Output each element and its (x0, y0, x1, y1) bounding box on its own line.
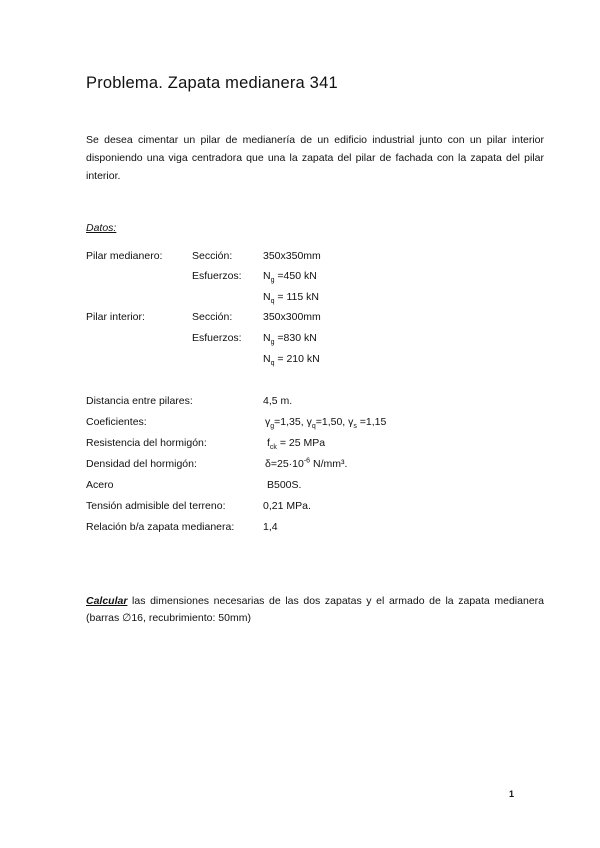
pilar-interior-seccion-label: Sección: (192, 311, 233, 323)
calcular-keyword: Calcular (86, 595, 128, 607)
pilar-interior-label: Pilar interior: (86, 311, 145, 323)
page-title: Problema. Zapata medianera 341 (86, 74, 338, 92)
pilar-medianero-seccion-label: Sección: (192, 250, 233, 262)
distancia-label: Distancia entre pilares: (86, 395, 193, 407)
datos-heading: Datos: (86, 222, 117, 234)
problem-statement: Se desea cimentar un pilar de medianería de un edificio industrial junto con un pilar interior disponiendo una viga centradora que una la zapata del pilar de fachada con la zapata del pilar interior. (86, 134, 544, 182)
tension-value: 0,21 MPa. (263, 500, 311, 512)
pilar-medianero-ng: $N_g =450$ kN (263, 270, 317, 285)
fck-value: $f_{ck} = 25$ MPa (267, 437, 326, 452)
pilar-interior-esfuerzos-label: Esfuerzos: (192, 332, 242, 344)
resistencia-label: Resistencia del hormigón: (86, 437, 207, 449)
acero-value: B500S. (267, 479, 302, 491)
coeficientes-value: $\gamma_g=1,35$, $\gamma_q=1,50$, $\gamma_s =1,15$ (265, 416, 387, 431)
densidad-label: Densidad del hormigón: (86, 458, 197, 470)
pilar-interior-ng: $N_g =830$ kN (263, 332, 317, 347)
pilar-interior-nq: $N_q = 210$ kN (263, 353, 320, 368)
distancia-value: 4,5 m. (263, 395, 293, 407)
pilar-medianero-esfuerzos-label: Esfuerzos: (192, 270, 242, 282)
pilar-interior-seccion-value: 350x300mm (263, 311, 321, 323)
calcular-text: las dimensiones necesarias de las dos zapatas y el armado de la zapata medianera (barras ∅16, recubrimiento: 50mm) (86, 595, 544, 624)
page-number: 1 (509, 789, 515, 799)
tension-label: Tensión admisible del terreno: (86, 500, 226, 512)
relacion-value: 1,4 (263, 521, 278, 533)
relacion-label: Relación b/a zapata medianera: (86, 521, 235, 533)
pilar-medianero-label: Pilar medianero: (86, 250, 163, 262)
acero-label: Acero (86, 479, 114, 491)
pilar-medianero-seccion-value: 350x350mm (263, 250, 321, 262)
pilar-medianero-nq: $N_q = 115$ kN (263, 291, 319, 306)
coeficientes-label: Coeficientes: (86, 416, 147, 428)
densidad-value: $\delta=25\cdot 10^{-6}$ N/mm³. (265, 457, 348, 470)
calcular-statement (86, 593, 544, 627)
